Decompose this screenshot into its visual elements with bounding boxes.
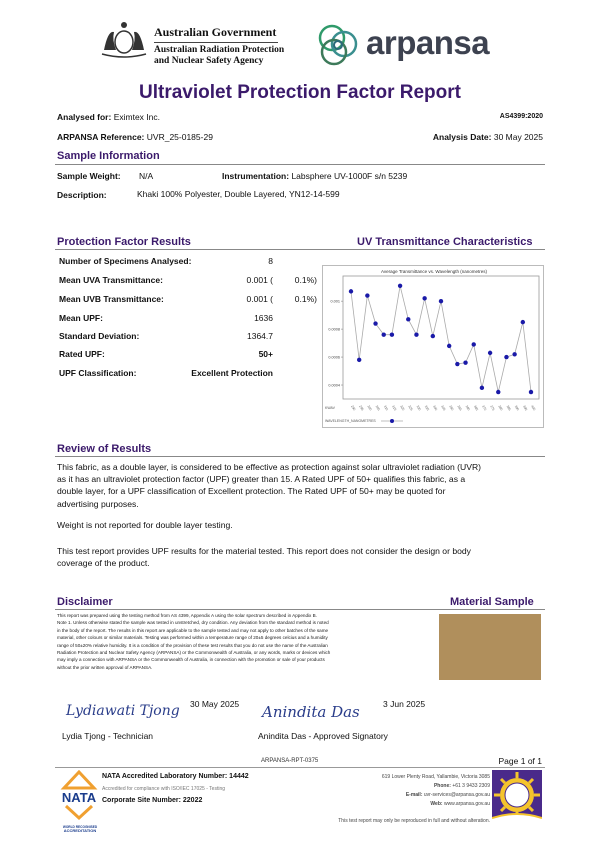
disclaimer-line: without the prior written approval of ARPANSA. (57, 664, 153, 670)
divider (55, 456, 545, 457)
gov-line-1: Australian Government (154, 25, 277, 39)
x-tick-label: 295 (358, 404, 365, 412)
data-point (414, 333, 418, 337)
gov-line-3: and Nuclear Safety Agency (154, 56, 264, 66)
analysed-for: Analysed for: Eximtex Inc. (57, 112, 160, 122)
data-point (357, 358, 361, 362)
data-point (422, 296, 426, 300)
x-axis-caption: KWAV (325, 406, 335, 410)
legend-label: WAVELENGTH_NANOMETRES (325, 419, 376, 423)
results-row (57, 256, 317, 268)
results-heading: Protection Factor Results (57, 236, 191, 248)
x-tick-label: 345 (440, 404, 447, 412)
data-point (382, 333, 386, 337)
chart-title: Average Transmittance vs. Wavelength (nanometres) (380, 269, 488, 274)
x-tick-label: 300 (366, 404, 373, 412)
contact-info (382, 773, 490, 809)
gov-line-2: Australian Radiation Protection (154, 45, 285, 55)
x-tick-label: 335 (423, 404, 430, 412)
material-sample-heading: Material Sample (450, 596, 534, 608)
nata-number: NATA Accredited Laboratory Number: 14442 (102, 773, 249, 780)
data-point (455, 362, 459, 366)
disclaimer-line: Note 1. Unless otherwise stated the sample was tested in unstretched, dry condition. Any deviation from the standard method is noted (57, 620, 329, 626)
results-row-value: 50+ (258, 349, 273, 359)
x-tick-label: 320 (399, 404, 406, 412)
data-point (365, 293, 369, 297)
results-row-value: 0.001 ( (246, 294, 273, 304)
technician-name: Lydia Tjong - Technician (62, 731, 154, 741)
x-tick-label: 340 (431, 404, 439, 412)
signature-signatory: Anindita Das (262, 703, 360, 721)
report-title: Ultraviolet Protection Factor Report (139, 82, 461, 103)
instrumentation: Instrumentation: Labsphere UV-1000F s/n 5239 (222, 171, 408, 181)
nata-logo-icon (58, 770, 100, 832)
x-tick-label: 290 (350, 404, 357, 412)
data-point (480, 386, 484, 390)
data-point (521, 320, 525, 324)
page-number: Page 1 of 1 (498, 756, 542, 766)
divider (55, 164, 545, 165)
review-heading: Review of Results (57, 443, 152, 455)
nata-logo-text: NATA (61, 790, 97, 805)
review-paragraph-1: This fabric, as a double layer, is considered to be effective as protection against solar ultraviolet radiation (UVR) as it has an ultraviolet protection factor (UPF) greater than 15. A Rated UPF of 50+ qualifies this fabric, as a double layer, for a UPF classification of Excellent protection. The Rated UPF of 50+ may be quoted for advertising purposes. (57, 462, 482, 509)
x-tick-label: 355 (456, 404, 463, 412)
x-tick-label: 325 (407, 404, 414, 412)
standard-code: AS4399:2020 (499, 113, 543, 120)
data-point (529, 390, 533, 394)
results-row-label: Mean UVA Transmittance: (59, 275, 163, 285)
results-row-label: Mean UPF: (59, 313, 103, 323)
x-tick-label: 370 (481, 404, 488, 412)
accredited-for: Accredited for compliance with ISO/IEC 17025 - Testing (102, 786, 226, 792)
nata-sub-2: ACCREDITATION (63, 828, 97, 833)
arpansa-sun-logo-icon (492, 770, 542, 828)
data-point (349, 289, 353, 293)
results-row-value: Excellent Protection (191, 368, 273, 378)
x-tick-label: 365 (472, 404, 480, 412)
sample-weight-label: Sample Weight: (57, 171, 121, 181)
web-link[interactable]: Web: www.arpansa.gov.au (430, 801, 490, 807)
results-row-value: 8 (268, 256, 273, 266)
signatory-name: Anindita Das - Approved Signatory (258, 731, 388, 741)
x-tick-label: 305 (374, 404, 381, 412)
phone: Phone: +61 3 9433 2309 (433, 783, 490, 789)
review-paragraph-2: Weight is not reported for double layer testing. (57, 520, 233, 530)
results-row-value: 1364.7 (247, 331, 273, 341)
x-tick-label: 360 (464, 404, 471, 412)
data-point (504, 355, 508, 359)
divider (55, 767, 545, 768)
disclaimer-line: Radiation Protection and Nuclear Safety Agency (ARPANSA) or the Commonwealth of Australia, or any words, marks or devices which (57, 650, 331, 656)
results-row (57, 368, 317, 380)
email-link[interactable]: E-mail: uvr-services@arpansa.gov.au (405, 792, 490, 798)
reproduction-notice: This test report may only be reproduced in full and without alteration. (338, 818, 490, 824)
x-tick-label: 315 (391, 404, 398, 412)
disclaimer-text (57, 612, 387, 671)
document-code: ARPANSA-RPT-0375 (261, 758, 319, 764)
disclaimer-line: in the body of the report. The results in this report are applicable to the sample tested and may not apply to other batches of the same (57, 627, 329, 633)
corporate-site: Corporate Site Number: 22022 (102, 797, 203, 804)
y-tick-label: 0.0008 (328, 327, 340, 332)
arpansa-logo-icon (314, 22, 364, 68)
results-row-percent: 0.1%) (294, 294, 317, 304)
results-row-label: Mean UVB Transmittance: (59, 294, 164, 304)
disclaimer-heading: Disclaimer (57, 596, 113, 608)
x-tick-label: 310 (382, 404, 390, 412)
disclaimer-line: material, other colours or similar materials. Testing was performed within a temperature range of 20±5 degrees celcius and a humidity (57, 635, 328, 641)
divider (55, 609, 545, 610)
x-tick-label: 395 (521, 404, 529, 412)
x-tick-label: 400 (530, 404, 537, 412)
results-row (57, 349, 317, 361)
results-row (57, 313, 317, 325)
uv-transmittance-chart (323, 266, 545, 429)
signature-date-signatory: 3 Jun 2025 (383, 699, 426, 709)
signature-technician: Lydiawati Tjong (66, 703, 180, 719)
results-row-label: UPF Classification: (59, 368, 137, 378)
y-tick-label: 0.0004 (328, 383, 340, 388)
data-point (472, 342, 476, 346)
gov-crest-icon (98, 20, 150, 60)
data-point (431, 334, 435, 338)
data-point (398, 284, 402, 288)
y-tick-label: 0.0006 (328, 355, 340, 360)
sample-weight-value: N/A (139, 171, 154, 181)
sample-info-heading: Sample Information (57, 150, 160, 162)
signature-date-technician: 30 May 2025 (190, 699, 240, 709)
data-point (447, 344, 451, 348)
uv-chart-heading: UV Transmittance Characteristics (357, 236, 533, 248)
results-row (57, 275, 317, 287)
analysis-date: Analysis Date: 30 May 2025 (432, 132, 543, 142)
legend-marker (390, 419, 394, 423)
results-row-value: 1636 (254, 313, 273, 323)
data-point (390, 333, 394, 337)
disclaimer-line: range of 50±20% relative humidity. It is a condition of the provision of these test results that you do not use the name of the Australian (57, 642, 328, 648)
x-tick-label: 390 (513, 404, 520, 412)
data-point (439, 299, 443, 303)
data-point (496, 390, 500, 394)
nata-sub-1: WORLD RECOGNISED (62, 825, 98, 829)
x-tick-label: 385 (505, 404, 512, 412)
description-label: Description: (57, 190, 107, 200)
review-paragraph-3: This test report provides UPF results for the material tested. This report does not consider the design or body coverage of the product. (57, 546, 471, 569)
material-sample-swatch (439, 614, 541, 680)
plot-area (343, 276, 539, 399)
results-row-label: Standard Deviation: (59, 331, 140, 341)
arpansa-wordmark: arpansa (366, 24, 490, 61)
address: 619 Lower Plenty Road, Yallambie, Victoria 3085 (381, 774, 490, 780)
results-row (57, 331, 317, 343)
disclaimer-line: This report was prepared using the testing method from AS 4399, Appendix A using the solar spectrum described in Appendix B. (57, 613, 317, 618)
data-point (463, 360, 467, 364)
results-row (57, 294, 317, 306)
y-tick-label: 0.001 (330, 299, 340, 304)
results-row-value: 0.001 ( (246, 275, 273, 285)
x-tick-label: 350 (448, 404, 455, 412)
uv-chart (322, 265, 544, 428)
arpansa-reference: ARPANSA Reference: UVR_25-0185-29 (57, 132, 213, 142)
data-point (406, 317, 410, 321)
description-value: Khaki 100% Polyester, Double Layered, YN12-14-599 (137, 189, 340, 199)
disclaimer-line: may imply a connection with ARPANSA or the Commonwealth of Australia, in connection with the promotion or sale of your products (57, 657, 325, 663)
x-tick-label: 380 (497, 404, 504, 412)
data-point (512, 352, 516, 356)
data-point (488, 351, 492, 355)
results-row-percent: 0.1%) (294, 275, 317, 285)
results-row-label: Number of Specimens Analysed: (59, 256, 192, 266)
data-point (373, 321, 377, 325)
x-tick-label: 330 (415, 404, 422, 412)
x-tick-label: 375 (489, 404, 496, 412)
divider (55, 249, 545, 250)
results-row-label: Rated UPF: (59, 349, 105, 359)
